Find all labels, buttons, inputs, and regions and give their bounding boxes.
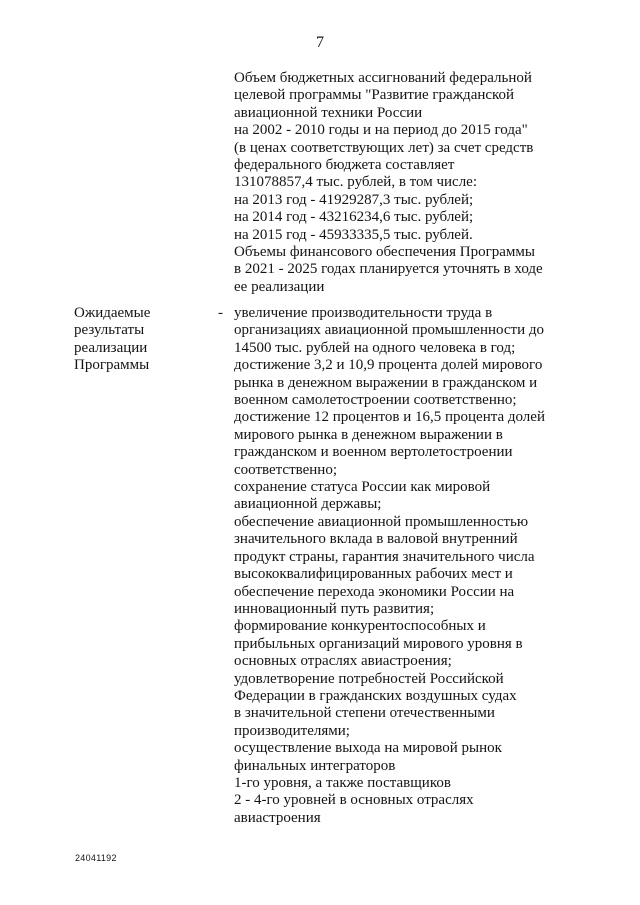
results-text-line: финальных интеграторов xyxy=(234,757,396,774)
results-text-line: сохранение статуса России как мировой xyxy=(234,479,491,496)
results-section-label xyxy=(74,305,184,375)
budget-text-line: авиационной техники России xyxy=(234,104,423,121)
results-text-line: значительного вклада в валовой внутренний xyxy=(234,531,518,548)
results-text-line: гражданском и военном вертолетостроении xyxy=(234,444,513,461)
results-text-line: рынка в денежном выражении в гражданском и xyxy=(234,374,538,391)
results-label-line: реализации xyxy=(74,339,148,356)
results-text-line: Федерации в гражданских воздушных судах xyxy=(234,687,517,704)
budget-text-line: на 2014 год - 43216234,6 тыс. рублей; xyxy=(234,209,474,226)
results-text-line: продукт страны, гарантия значительного числа xyxy=(234,548,535,565)
results-text-line: инновационный путь развития; xyxy=(234,600,435,617)
results-text-line: формирование конкурентоспособных и xyxy=(234,618,486,635)
results-text-line: высококвалифицированных рабочих мест и xyxy=(234,566,513,583)
page-number: 7 xyxy=(316,34,324,51)
results-text-line: обеспечение авиационной промышленностью xyxy=(234,513,529,530)
budget-text-line: (в ценах соответствующих лет) за счет средств xyxy=(234,139,534,156)
footer-document-code: 24041192 xyxy=(75,853,117,863)
results-text-line: в значительной степени отечественными xyxy=(234,705,495,722)
results-text-line: военном самолетостроении соответственно; xyxy=(234,392,517,409)
results-text-line: осуществление выхода на мировой рынок xyxy=(234,740,502,757)
budget-text-line: в 2021 - 2025 годах планируется уточнять в ходе xyxy=(234,261,543,278)
results-text-block xyxy=(234,305,614,827)
budget-text-line: ее реализации xyxy=(234,278,325,295)
results-text-line: авиационной державы; xyxy=(234,496,382,513)
results-text-line: авиастроения xyxy=(234,809,321,826)
results-text-line: основных отраслях авиастроения; xyxy=(234,653,452,670)
budget-text-line: 131078857,4 тыс. рублей, в том числе: xyxy=(234,174,478,191)
budget-text-line: целевой программы "Развитие гражданской xyxy=(234,87,515,104)
results-text-line: прибыльных организаций мирового уровня в xyxy=(234,635,523,652)
budget-text-line: Объем бюджетных ассигнований федеральной xyxy=(234,70,532,86)
results-text-line: 14500 тыс. рублей на одного человека в год; xyxy=(234,339,516,356)
budget-text-line: на 2002 - 2010 годы и на период до 2015 года" xyxy=(234,122,528,139)
results-text-line: мирового рынка в денежном выражении в xyxy=(234,426,503,443)
budget-text-block xyxy=(234,70,614,296)
results-label-line: результаты xyxy=(74,322,145,339)
results-label-line: Программы xyxy=(74,357,150,374)
results-text-line: достижение 3,2 и 10,9 процента долей мирового xyxy=(234,357,543,374)
results-text-line: соответственно; xyxy=(234,461,337,478)
results-text-line: организациях авиационной промышленности до xyxy=(234,322,545,339)
results-text-line: 2 - 4-го уровней в основных отраслях xyxy=(234,792,474,809)
budget-text-line: на 2013 год - 41929287,3 тыс. рублей; xyxy=(234,191,474,208)
budget-text-line: на 2015 год - 45933335,5 тыс. рублей. xyxy=(234,226,473,243)
results-label-line: Ожидаемые xyxy=(74,305,151,321)
results-dash: - xyxy=(218,305,223,321)
budget-text-line: федерального бюджета составляет xyxy=(234,157,455,174)
results-text-line: увеличение производительности труда в xyxy=(234,305,493,321)
results-text-line: обеспечение перехода экономики России на xyxy=(234,583,515,600)
results-text-line: достижение 12 процентов и 16,5 процента долей xyxy=(234,409,545,426)
results-text-line: производителями; xyxy=(234,722,350,739)
results-text-line: удовлетворение потребностей Российской xyxy=(234,670,504,687)
results-text-line: 1-го уровня, а также поставщиков xyxy=(234,774,451,791)
budget-text-line: Объемы финансового обеспечения Программы xyxy=(234,244,535,261)
